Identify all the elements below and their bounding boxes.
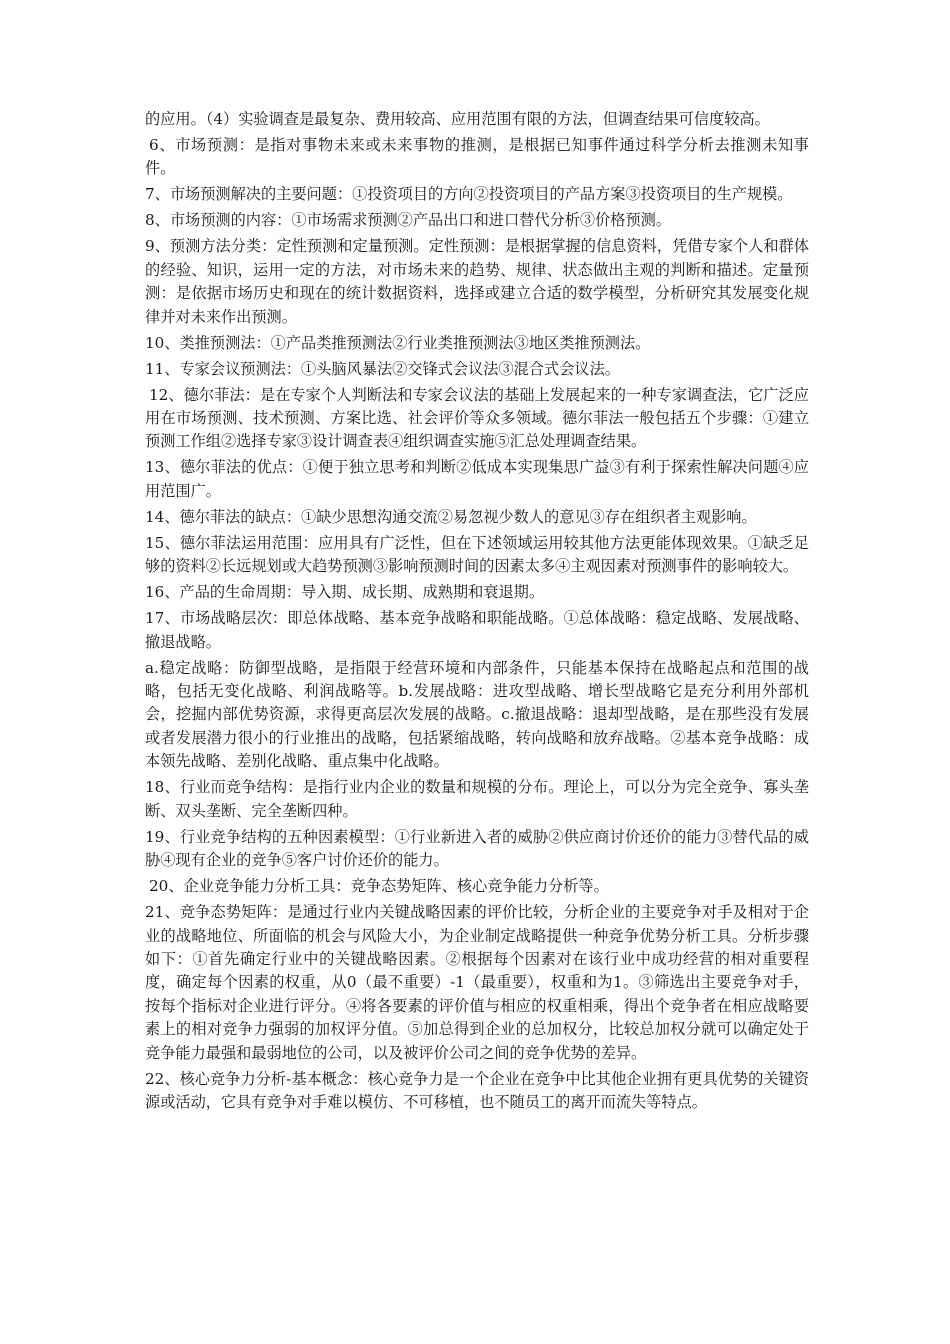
paragraph-19-five-forces: 19、行业竞争结构的五种因素模型：①行业新进入者的威胁②供应商讨价还价的能力③替代品的威胁④现有企业的竞争⑤客户讨价还价的能力。 [145,827,809,870]
paragraph-9-forecast-methods: 9、预测方法分类：定性预测和定量预测。定性预测：是根据掌握的信息资料，凭借专家个人和群体的经验、知识，运用一定的方法，对市场未来的趋势、规律、状态做出主观的判断和描述。定量预测：是依据市场历史和现在的统计数据资料，选择或建立合适的数学模型，分析研究其发展变化规律并对未来作出预测。 [145,237,809,326]
paragraph-14-delphi-cons: 14、德尔菲法的缺点：①缺少思想沟通交流②易忽视少数人的意见③存在组织者主观影响。 [145,507,757,526]
paragraph-21-competitive-matrix: 21、竞争态势矩阵：是通过行业内关键战略因素的评价比较，分析企业的主要竞争对手及相对于企业的战略地位、所面临的机会与风险大小，为企业制定战略提供一种竞争优势分析工具。分析步骤如下：①首先确定行业中的关键战略因素。②根据每个因素对在该行业中成功经营的相对重要程度，确定每个因素的权重，从0（最不重要）-1（最重要），权重和为1。③筛选出主要竞争对手，按每个指标对企业进行评分。④将各要素的评价值与相应的权重相乘，得出个竞争者在相应战略要素上的相对竞争力强弱的加权评分值。⑤加总得到企业的总加权分，比较总加权分就可以确定处于竞争能力最强和最弱地位的公司，以及被评价公司之间的竞争优势的差异。 [145,903,809,1062]
paragraph-18-industry-structure: 18、行业而竞争结构：是指行业内企业的数量和规模的分布。理论上，可以分为完全竞争、寡头垄断、双头垄断、完全垄断四种。 [145,778,809,820]
paragraph-6-market-forecast: 6、市场预测：是指对事物未来或未来事物的推测，是根据已知事件通过科学分析去推测未知事件。 [145,136,809,178]
paragraph-16-product-lifecycle: 16、产品的生命周期：导入期、成长期、成熟期和衰退期。 [145,583,545,602]
paragraph-10-analogy-method: 10、类推预测法：①产品类推预测法②行业类推预测法③地区类推预测法。 [145,333,651,352]
paragraph-experiment-survey: 的应用。（4）实验调查是最复杂、费用较高、应用范围有限的方法，但调查结果可信度较高。 [145,110,770,128]
document-page [145,108,809,1117]
paragraph-22-core-competence: 22、核心竞争力分析-基本概念：核心竞争力是一个企业在竞争中比其他企业拥有更具优势的关键资源或活动，它具有竞争对手难以模仿、不可移植，也不随员工的离开而流失等特点。 [145,1069,809,1111]
paragraph-strategy-types: a.稳定战略：防御型战略，是指限于经营环境和内部条件，只能基本保持在战略起点和范围的战略，包括无变化战略、利润战略等。b.发展战略：进攻型战略、增长型战略它是充分利用外部机会，挖掘内部优势资源，求得更高层次发展的战略。c.撤退战略：退却型战略，是在那些没有发展或者发展潜力很小的行业推出的战略，包括紧缩战略，转向战略和放弃战略。②基本竞争战略：成本领先战略、差别化战略、重点集中化战略。 [145,658,809,771]
paragraph-11-expert-meeting: 11、专家会议预测法：①头脑风暴法②交锋式会议法③混合式会议法。 [145,359,620,378]
paragraph-17-strategy-levels: 17、市场战略层次：即总体战略、基本竞争战略和职能战略。①总体战略：稳定战略、发展战略、撤退战略。 [145,609,809,651]
paragraph-8-forecast-content: 8、市场预测的内容：①市场需求预测②产品出口和进口替代分析③价格预测。 [145,211,672,230]
paragraph-12-delphi: 12、德尔菲法：是在专家个人判断法和专家会议法的基础上发展起来的一种专家调查法，它广泛应用在市场预测、技术预测、方案比选、社会评价等众多领域。德尔菲法一般包括五个步骤：①建立预测工作组②选择专家③设计调查表④组织调查实施⑤汇总处理调查结果。 [145,385,809,451]
paragraph-13-delphi-pros: 13、德尔菲法的优点：①便于独立思考和判断②低成本实现集思广益③有利于探索性解决问题④应用范围广。 [145,458,809,500]
paragraph-15-delphi-scope: 15、德尔菲法运用范围：应用具有广泛性，但在下述领域运用较其他方法更能体现效果。①缺乏足够的资料②长远规划或大趋势预测③影响预测时间的因素太多④主观因素对预测事件的影响较大。 [145,533,809,576]
paragraph-20-analysis-tools: 20、企业竞争能力分析工具：竞争态势矩阵、核心竞争能力分析等。 [149,877,609,896]
paragraph-7-forecast-problems: 7、市场预测解决的主要问题：①投资项目的方向②投资项目的产品方案③投资项目的生产规模。 [145,185,793,204]
